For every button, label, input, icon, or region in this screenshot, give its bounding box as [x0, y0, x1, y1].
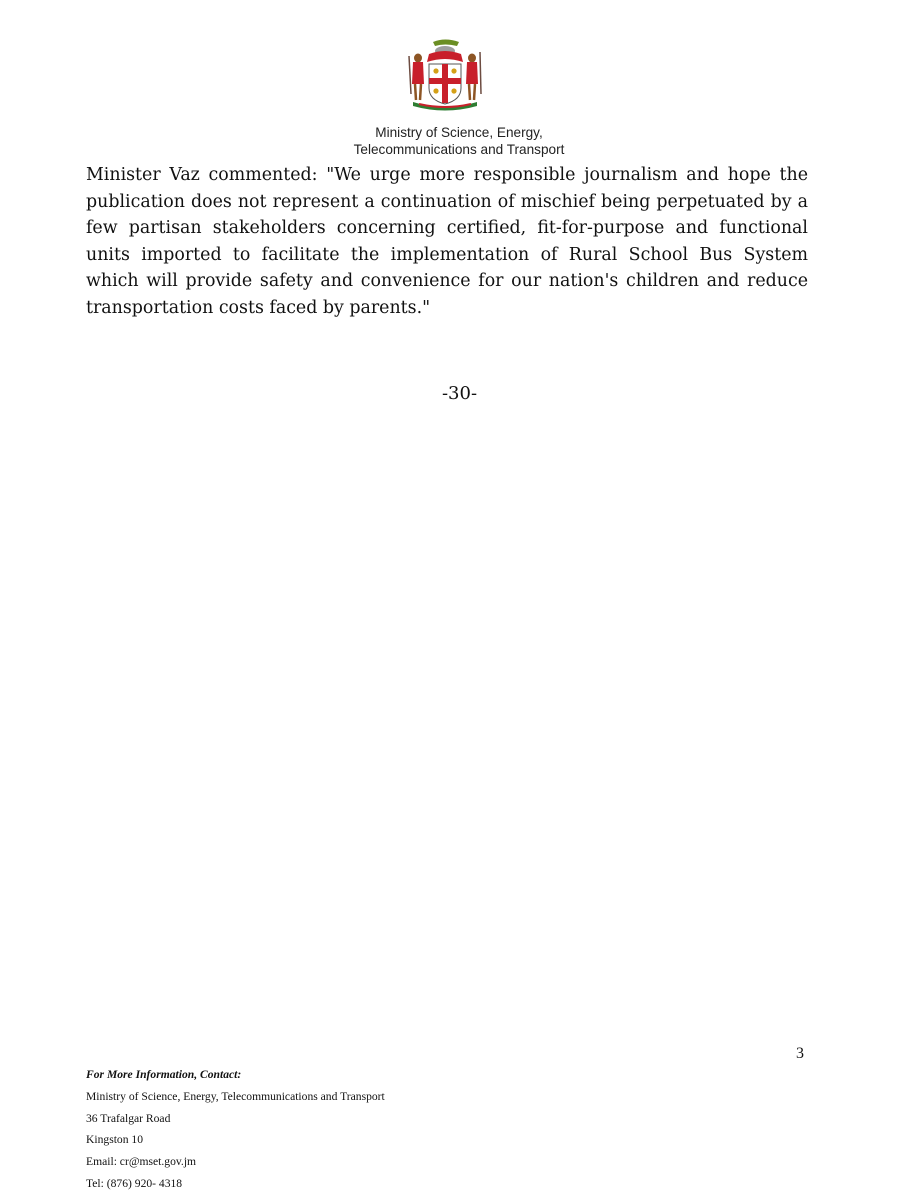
footer-tel: Tel: (876) 920- 4318: [86, 1176, 183, 1190]
ministry-header: [259, 124, 659, 158]
end-of-release-mark: -30-: [441, 383, 478, 404]
page-number: 3: [796, 1045, 804, 1062]
footer-email: Email: cr@mset.gov.jm: [86, 1155, 197, 1169]
footer-address-line2: Kingston 10: [86, 1133, 144, 1147]
footer-address-line1: 36 Trafalgar Road: [86, 1111, 171, 1125]
minister-quote-paragraph: Minister Vaz commented: "We urge more responsible journalism and hope the publication does not represent a continuation of mischief being perpetuated by a few partisan stakeholders concerning certified, fit-for-purpose and functional units imported to facilitate the implementation of Rural School Bus System which will provide safety and convenience for our nation's children and reduce transportation costs faced by parents.": [86, 165, 808, 318]
ministry-name-line2: Telecommunications and Transport: [353, 142, 565, 157]
ministry-name-line1: Ministry of Science, Energy,: [375, 125, 543, 140]
contact-footer: [86, 1064, 586, 1195]
footer-organization: Ministry of Science, Energy, Telecommunications and Transport: [86, 1089, 385, 1103]
footer-heading: For More Information, Contact:: [86, 1068, 242, 1081]
coat-of-arms-icon: [405, 38, 485, 114]
